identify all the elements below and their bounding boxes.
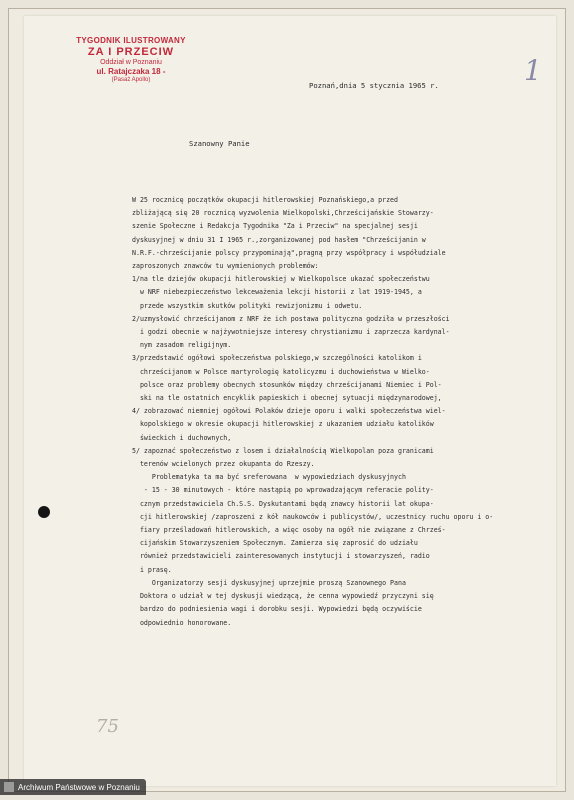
body-line: terenów wcielonych przez okupanta do Rzeszy.	[139, 460, 315, 469]
body-line: ski na tle ostatnich encyklik papieskich i obecnej sytuacji międzynarodowej,	[139, 394, 442, 403]
body-line: N.R.F.-chrześcijanie polscy przypominają",pragną przy współpracy i współudziale	[132, 248, 446, 257]
body-line: i godzi obecnie w najżywotniejsze interesy chrystianizmu i zaprzecza kardynal-	[139, 328, 450, 337]
body-line: przede wszystkim skutków polityki rewizjonizmu i odwetu.	[139, 301, 363, 310]
punch-hole	[38, 506, 50, 518]
letter-body	[132, 194, 572, 630]
body-line: Organizatorzy sesji dyskusyjnej uprzejmie proszą Szanownego Pana	[151, 578, 406, 587]
body-line: bardzo do podniesienia wagi i dorobku sesji. Wypowiedzi będą oczywiście	[139, 605, 422, 614]
archive-logo-icon	[4, 782, 14, 792]
body-line: świeckich i duchownych,	[139, 433, 232, 442]
watermark-text: Archiwum Państwowe w Poznaniu	[18, 782, 140, 792]
body-line: szenie Społeczne i Redakcja Tygodnika "Za i Przeciw" na specjalnej sesji	[132, 222, 418, 231]
body-line: 2/uzmysłowić chrześcijanom z NRF że ich postawa polityczna godziła w przeszłości	[132, 314, 450, 323]
body-line: chrześcijanom w Polsce martyrologię katolicyzmu i duchowieństwa w Wielko-	[139, 367, 430, 376]
stamp-line-1: TYGODNIK ILUSTROWANY	[76, 36, 186, 45]
body-line: polsce oraz problemy obecnych stosunków między chrześcijanami Niemiec i Pol-	[139, 380, 442, 389]
stamp-line-3: Oddział w Poznaniu	[100, 58, 162, 66]
document-page	[24, 16, 556, 786]
body-line: i prasę.	[139, 565, 172, 574]
body-line: Problematyka ta ma być sreferowana w wypowiedziach dyskusyjnych	[151, 473, 406, 482]
body-line: 3/przedstawić ogółowi społeczeństwa polskiego,w szczególności katolikom i	[132, 354, 422, 363]
body-line: zbliżającą się 20 rocznicą wyzwolenia Wielkopolski,Chrześcijańskie Stowarzy-	[132, 209, 434, 218]
body-line: dyskusyjnej w dniu 31 I 1965 r.,zorganizowanej pod hasłem "Chrześcijanin w	[132, 235, 426, 244]
stamp-line-2: ZA I PRZECIW	[87, 45, 175, 58]
body-line: 1/na tle dziejów okupacji hitlerowskiej w Wielkopolsce ukazać społeczeństwu	[132, 275, 430, 284]
letter-salutation: Szanowny Panie	[189, 139, 250, 148]
stamp-line-4: ul. Ratajczaka 18 -	[96, 67, 166, 77]
body-line: cznym przedstawiciela Ch.S.S. Dyskutantami będą znawcy historii lat okupa-	[139, 499, 434, 508]
stamp-line-5: (Pasaż Apollo)	[111, 76, 151, 83]
body-line: fiary prześladowań hitlerowskich, a więc osoby na ogół nie związane z Chrześ-	[139, 526, 446, 535]
pencil-mark: 75	[96, 716, 119, 737]
body-line: zaproszonych znawców tu wymienionych problemów:	[132, 262, 319, 271]
handwritten-page-number: 1	[524, 54, 542, 87]
body-line: cji hitlerowskiej /zaproszeni z kół naukowców i publicystów/, uczestnicy ruchu oporu i o-	[139, 512, 494, 521]
body-line: cijańskim Stowarzyszeniem Społecznym. Zamierza się zaprosić do udziału	[139, 539, 418, 548]
archive-watermark	[0, 779, 146, 795]
body-line: 4/ zobrazować niemniej ogółowi Polaków dzieje oporu i walki społeczeństwa wiel-	[132, 407, 446, 416]
body-line: odpowiednio honorowane.	[139, 618, 232, 627]
publisher-stamp	[46, 36, 216, 84]
body-line: 5/ zapoznać społeczeństwo z losem i działalnością Wielkopolan poza granicami	[132, 446, 434, 455]
body-line: również przedstawicieli zainteresowanych instytucji i stowarzyszeń, radio	[139, 552, 430, 561]
body-line: kopolskiego w okresie okupacji hitlerowskiej z ukazaniem udziału katolików	[139, 420, 434, 429]
body-line: W 25 rocznicę początków okupacji hitlerowskiej Poznańskiego,a przed	[132, 196, 398, 204]
body-line: - 15 - 30 minutowych - które nastąpią po wprowadzającym referacie polity-	[143, 486, 434, 495]
letter-date: Poznań,dnia 5 stycznia 1965 r.	[309, 81, 439, 90]
body-line: Doktora o udział w tej dyskusji wiedzącą, że cenna wypowiedź przyczyni się	[139, 592, 434, 601]
body-line: w NRF niebezpieczeństwo lekceważenia lekcji historii z lat 1919-1945, a	[139, 288, 422, 297]
body-line: nym zasadom religijnym.	[139, 341, 232, 350]
